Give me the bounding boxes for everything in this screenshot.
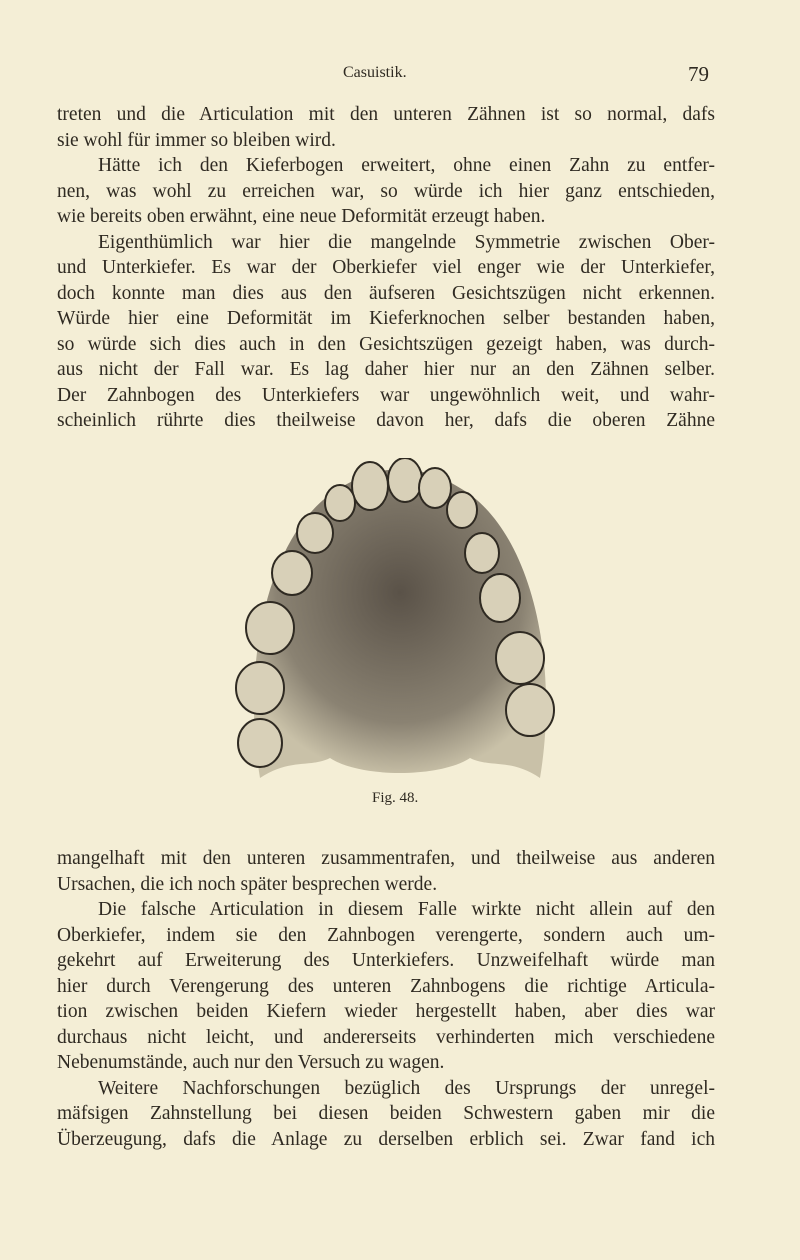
figure-caption: Fig. 48. bbox=[372, 790, 419, 806]
text-line: Nebenumstände, auch nur den Versuch zu wagen. bbox=[57, 1052, 445, 1073]
text-line: Der Zahnbogen des Unterkiefers war ungewöhnlich weit, und wahr- bbox=[57, 384, 715, 406]
palate bbox=[254, 469, 546, 778]
text-line: Überzeugung, dafs die Anlage zu derselben erblich sei. Zwar fand ich bbox=[57, 1128, 715, 1150]
text-line: und Unterkiefer. Es war der Oberkiefer viel enger wie der Unterkiefer, bbox=[57, 257, 715, 278]
text-line: aus nicht der Fall war. Es lag daher hier nur an den Zähnen selber. bbox=[57, 359, 715, 380]
text-line: scheinlich rührte dies theilweise davon her, dafs die oberen Zähne bbox=[57, 410, 715, 431]
page-number: 79 bbox=[688, 62, 709, 86]
text-line: doch konnte man dies aus den äufseren Gesichtszügen nicht erkennen. bbox=[57, 282, 715, 304]
text-block-bottom bbox=[57, 846, 715, 1152]
text-line: hier durch Verengerung des unteren Zahnbogens die richtige Articula- bbox=[57, 975, 715, 997]
running-head: Casuistik. bbox=[343, 64, 407, 81]
text-line: so würde sich dies auch in den Gesichtszügen gezeigt haben, was durch- bbox=[57, 333, 715, 355]
text-line: sie wohl für immer so bleiben wird. bbox=[57, 129, 336, 151]
text-line: gekehrt auf Erweiterung des Unterkiefers. Unzweifelhaft würde man bbox=[57, 950, 715, 971]
text-line: Würde hier eine Deformität im Kieferknochen selber bestanden haben, bbox=[57, 308, 715, 329]
text-line: mangelhaft mit den unteren zusammentrafen, und theilweise aus anderen bbox=[57, 848, 715, 869]
text-line: Weitere Nachforschungen bezüglich des Ursprungs der unregel- bbox=[98, 1077, 715, 1099]
text-line: mäfsigen Zahnstellung bei diesen beiden Schwestern gaben mir die bbox=[57, 1103, 715, 1124]
text-line: Eigenthümlich war hier die mangelnde Symmetrie zwischen Ober- bbox=[98, 231, 715, 253]
text-line: tion zwischen beiden Kiefern wieder hergestellt haben, aber dies war bbox=[57, 1001, 715, 1022]
text-line: Hätte ich den Kieferbogen erweitert, ohne einen Zahn zu entfer- bbox=[98, 155, 715, 176]
dental-arch-illustration bbox=[220, 458, 580, 798]
text-line: wie bereits oben erwähnt, eine neue Deformität erzeugt haben. bbox=[57, 206, 546, 227]
text-line: nen, was wohl zu erreichen war, so würde ich hier ganz entschieden, bbox=[57, 180, 715, 202]
text-line: durchaus nicht leicht, und andererseits verhinderten mich verschiedene bbox=[57, 1026, 715, 1048]
text-line: Die falsche Articulation in diesem Falle wirkte nicht allein auf den bbox=[98, 899, 715, 920]
text-line: Oberkiefer, indem sie den Zahnbogen verengerte, sondern auch um- bbox=[57, 924, 715, 946]
text-line: Ursachen, die ich noch später besprechen werde. bbox=[57, 873, 438, 895]
text-block-top bbox=[57, 102, 715, 434]
text-line: treten und die Articulation mit den unteren Zähnen ist so normal, dafs bbox=[57, 104, 715, 125]
